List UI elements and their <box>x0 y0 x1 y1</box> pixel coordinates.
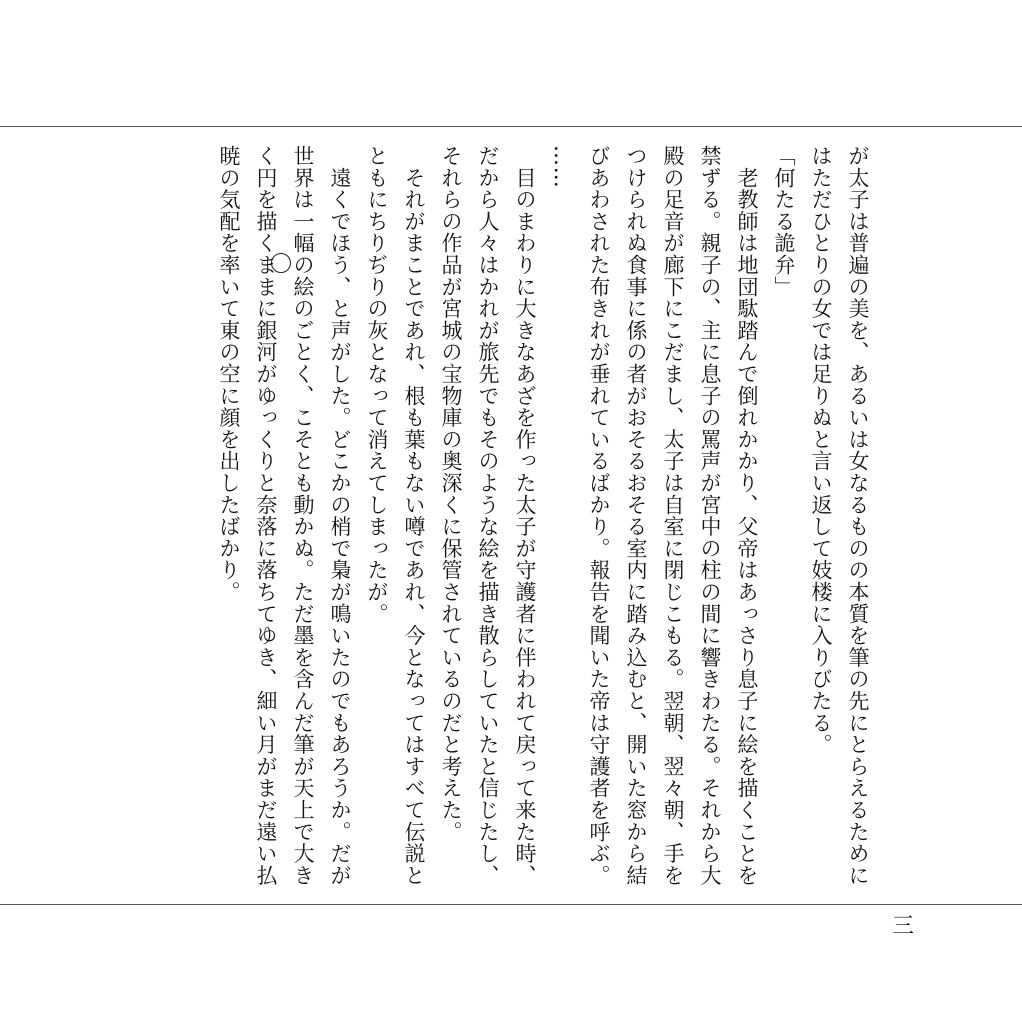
text-line: 禁ずる。親子の、主に息子の罵声が宮中の柱の間に響きわたる。それから大 <box>698 145 722 887</box>
page-number: 三 <box>892 914 915 939</box>
ellipsis-line: …… <box>550 145 574 189</box>
text-line: びあわされた布きれが垂れているばかり。報告を聞いた帝は守護者を呼ぶ。 <box>587 145 611 887</box>
text-line: 遠くでほう、と声がした。どこかの梢で梟が鳴いたのでもあろうか。だが <box>328 145 352 887</box>
text-line: だから人々はかれが旅先でもそのような絵を描き散らしていたと信じたし、 <box>476 145 500 887</box>
bottom-rule <box>0 904 1022 905</box>
text-line: 老教師は地団駄踏んで倒れかかり、父帝はあっさり息子に絵を描くことを <box>735 145 759 887</box>
text-line: 世界は一幅の絵のごとく、こそとも動かぬ。ただ墨を含んだ筆が天上で大き <box>291 145 315 887</box>
text-line: それらの作品が宮城の宝物庫の奥深くに保管されているのだと考えた。 <box>439 145 463 843</box>
text-line: 「何たる詭弁」 <box>772 145 796 298</box>
section-break-circle <box>271 253 291 273</box>
text-line: それがまことであれ、根も葉もない噂であれ、今となってはすべて伝説と <box>402 145 426 887</box>
top-rule <box>0 126 1022 127</box>
text-line: 暁の気配を率いて東の空に顔を出したばかり。 <box>217 145 241 603</box>
text-line: 目のまわりに大きなあざを作った太子が守護者に伴われて戻って来た時、 <box>513 145 537 887</box>
vertical-body-text <box>96 145 876 890</box>
text-line: ともにちりぢりの灰となって消えてしまったが。 <box>365 145 389 625</box>
text-line: が太子は普遍の美を、あるいは女なるものの本質を筆の先にとらえるために <box>846 145 870 887</box>
text-line: 殿の足音が廊下にこだまし、太子は自室に閉じこもる。翌朝、翌々朝、手を <box>661 145 685 887</box>
text-line: つけられぬ食事に係の者がおそるおそる室内に踏み込むと、開いた窓から結 <box>624 145 648 887</box>
text-line: はただひとりの女では足りぬと言い返して妓楼に入りびたる。 <box>809 145 833 756</box>
text-line: く円を描くままに銀河がゆっくりと奈落に落ちてゆき、細い月がまだ遠い払 <box>254 145 278 887</box>
